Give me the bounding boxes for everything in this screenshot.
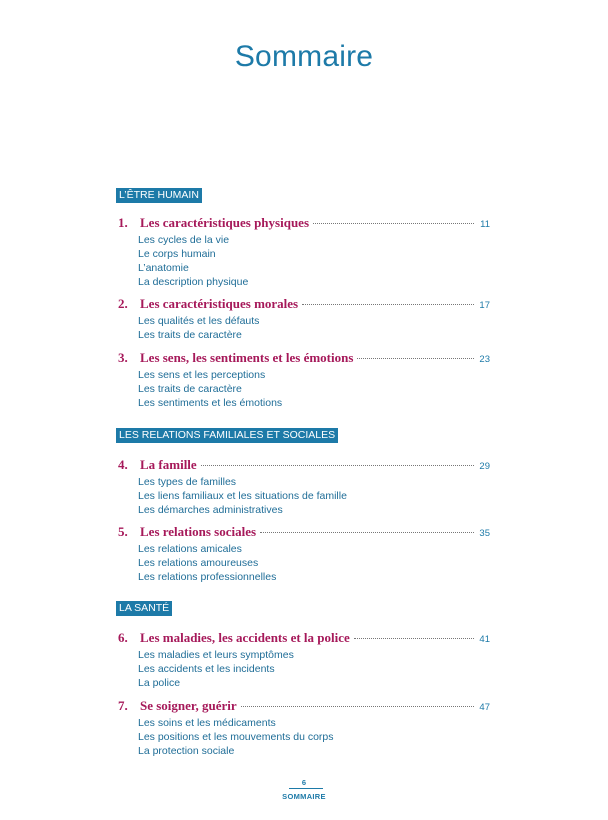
toc-subsection: Les accidents et les incidents	[138, 663, 275, 675]
footer-page-number: 6	[301, 778, 307, 787]
toc-subsection: L’anatomie	[138, 262, 189, 274]
toc-subsection: Les liens familiaux et les situations de famille	[138, 490, 347, 502]
toc-chapter-entry[interactable]	[118, 296, 490, 314]
toc-subsection: Les cycles de la vie	[138, 234, 230, 246]
toc-subsection: La protection sociale	[138, 745, 235, 757]
toc-subsection: Les soins et les médicaments	[138, 717, 276, 729]
toc-chapter-entry[interactable]	[118, 698, 490, 716]
chapter-number: 2.	[118, 296, 128, 311]
toc-subsection: Les relations professionnelles	[138, 571, 277, 583]
toc-chapter-entry[interactable]	[118, 457, 490, 475]
chapter-number: 7.	[118, 698, 128, 713]
toc-chapter-entry[interactable]	[118, 524, 490, 542]
toc-subsection: Les traits de caractère	[138, 329, 242, 341]
dot-leader	[260, 532, 474, 533]
footer-divider	[289, 788, 323, 789]
chapter-page-number: 11	[480, 219, 490, 230]
chapter-title: Les maladies, les accidents et la police	[140, 630, 350, 645]
dot-leader	[357, 358, 474, 359]
toc-chapter-entry[interactable]	[118, 215, 490, 233]
chapter-page-number: 41	[479, 634, 490, 645]
chapter-title: Se soigner, guérir	[140, 698, 237, 713]
chapter-title: La famille	[140, 457, 197, 472]
chapter-title: Les sens, les sentiments et les émotions	[140, 350, 354, 365]
chapter-number: 5.	[118, 524, 128, 539]
toc-subsection: Les sentiments et les émotions	[138, 397, 283, 409]
chapter-page-number: 17	[479, 300, 490, 311]
toc-subsection: La police	[138, 677, 181, 689]
part-heading: L’ÊTRE HUMAIN	[116, 188, 202, 203]
chapter-title: Les caractéristiques physiques	[140, 215, 309, 230]
chapter-number: 4.	[118, 457, 128, 472]
toc-chapter-entry[interactable]	[118, 350, 490, 368]
toc-subsection: Les types de familles	[138, 476, 237, 488]
toc-subsection: Les sens et les perceptions	[138, 369, 266, 381]
chapter-number: 1.	[118, 215, 128, 230]
chapter-page-number: 35	[479, 528, 490, 539]
toc-chapter-entry[interactable]	[118, 630, 490, 648]
toc-subsection: Les démarches administratives	[138, 504, 283, 516]
toc-subsection: La description physique	[138, 276, 249, 288]
toc-subsection: Les qualités et les défauts	[138, 315, 260, 327]
chapter-number: 3.	[118, 350, 128, 365]
toc-subsection: Le corps humain	[138, 248, 216, 260]
chapter-title: Les relations sociales	[140, 524, 257, 539]
chapter-page-number: 47	[479, 702, 490, 713]
chapter-title: Les caractéristiques morales	[140, 296, 299, 311]
chapter-page-number: 23	[479, 354, 490, 365]
toc-subsection: Les relations amoureuses	[138, 557, 259, 569]
part-heading: LA SANTÉ	[116, 601, 172, 616]
dot-leader	[354, 638, 474, 639]
footer-label: SOMMAIRE	[282, 792, 326, 801]
dot-leader	[302, 304, 474, 305]
chapter-number: 6.	[118, 630, 128, 645]
dot-leader	[241, 706, 474, 707]
toc-subsection: Les traits de caractère	[138, 383, 242, 395]
dot-leader	[201, 465, 474, 466]
dot-leader	[313, 223, 474, 224]
toc-subsection: Les relations amicales	[138, 543, 242, 555]
chapter-page-number: 29	[479, 461, 490, 472]
part-heading: LES RELATIONS FAMILIALES ET SOCIALES	[116, 428, 338, 443]
toc-subsection: Les positions et les mouvements du corps	[138, 731, 334, 743]
toc-subsection: Les maladies et leurs symptômes	[138, 649, 294, 661]
page-title: Sommaire	[234, 40, 374, 73]
